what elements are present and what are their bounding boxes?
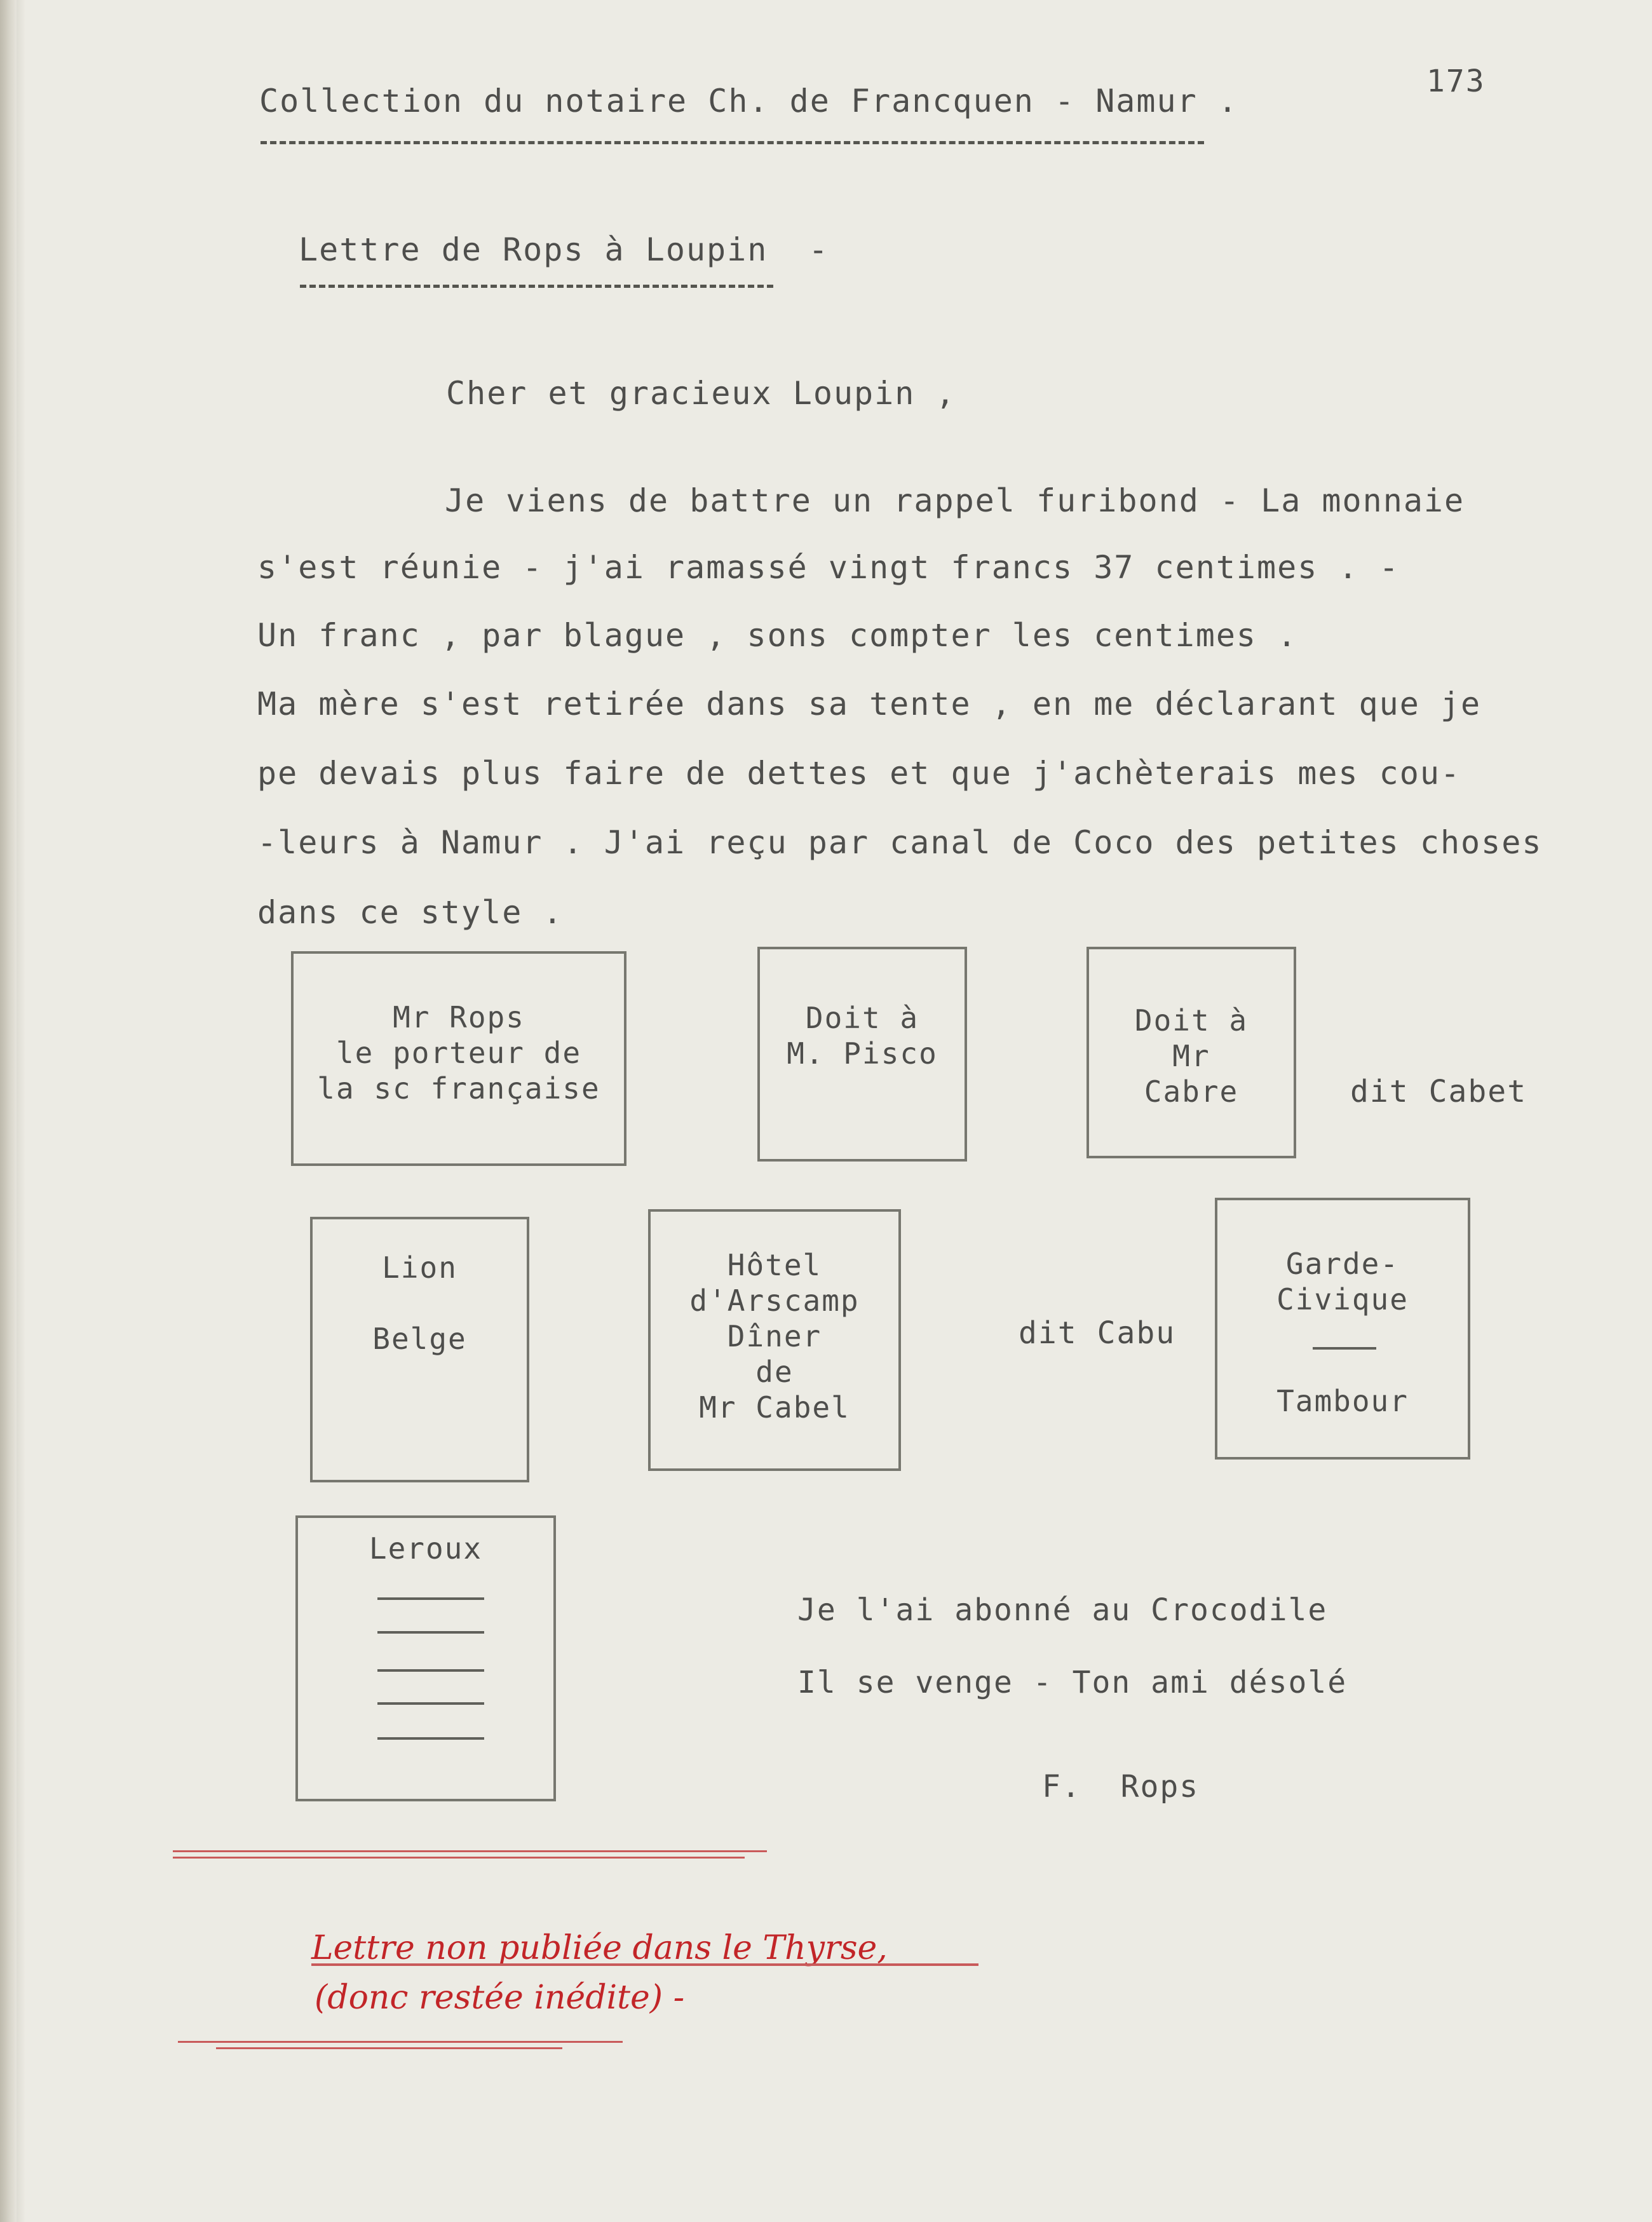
- card-leroux-rule: [377, 1631, 484, 1634]
- card-rops-line: la sc française: [317, 1071, 600, 1106]
- card-leroux-rule: [377, 1702, 484, 1705]
- body-line: Un franc , par blague , sons compter les centimes .: [257, 617, 1298, 654]
- body-line: -leurs à Namur . J'ai reçu par canal de Coco des petites choses: [257, 824, 1543, 861]
- card-cabre: [1087, 947, 1296, 1158]
- card-rops-line: Mr Rops: [393, 1000, 525, 1034]
- collection-header-underline: [261, 141, 1204, 144]
- closing-line: Je l'ai abonné au Crocodile: [797, 1592, 1328, 1628]
- handwritten-note: Lettre non publiée dans le Thyrse,: [311, 1929, 888, 1967]
- body-line: s'est réunie - j'ai ramassé vingt francs 37 centimes . -: [257, 549, 1400, 586]
- card-garde-civique: [1215, 1198, 1470, 1460]
- card-pisco: [757, 947, 967, 1162]
- card-leroux-title: Leroux: [369, 1531, 483, 1566]
- card-leroux-rule: [377, 1737, 484, 1740]
- body-line: pe devais plus faire de dettes et que j'achèterais mes cou-: [257, 755, 1461, 792]
- card-hotel-line: de: [755, 1355, 794, 1389]
- card-cabre-line: Mr: [1172, 1039, 1210, 1073]
- body-line: dans ce style .: [257, 894, 564, 931]
- red-rule-top: [173, 1857, 745, 1859]
- card-cabre-line: Cabre: [1144, 1074, 1239, 1109]
- red-rule-bottom: [216, 2047, 562, 2049]
- red-rule-top: [173, 1850, 767, 1852]
- page-number: 173: [1426, 64, 1486, 99]
- body-line: Ma mère s'est retirée dans sa tente , en me déclarant que je: [257, 686, 1482, 722]
- binding-edge: [0, 0, 17, 2222]
- card-hotel-line: Mr Cabel: [699, 1390, 850, 1425]
- card-hotel-line: Hôtel: [727, 1248, 822, 1282]
- card-pisco-line: Doit à: [805, 1001, 919, 1035]
- card-leroux-rule: [377, 1597, 484, 1600]
- card-garde-line: Garde-: [1285, 1247, 1400, 1281]
- body-line: Je viens de battre un rappel furibond - La monnaie: [445, 482, 1465, 519]
- card-cabre-line: Doit à: [1134, 1003, 1249, 1038]
- letter-title-underline: [300, 285, 773, 288]
- card-hotel-line: Dîner: [727, 1319, 822, 1353]
- card-garde-line: Tambour: [1276, 1384, 1409, 1418]
- card-pisco-line: M. Pisco: [787, 1036, 938, 1071]
- card-lion-line: Lion: [382, 1250, 457, 1285]
- handwritten-underline: [311, 1963, 978, 1966]
- signature: F. Rops: [1042, 1769, 1200, 1805]
- handwritten-note: (donc restée inédite) -: [315, 1979, 685, 2017]
- card-hotel: [648, 1209, 901, 1471]
- card-lion-line: Belge: [372, 1322, 467, 1356]
- card-garde-line: Civique: [1276, 1282, 1409, 1317]
- label-dit-cabu: dit Cabu: [1019, 1315, 1176, 1351]
- red-rule-bottom: [178, 2041, 623, 2043]
- salutation: Cher et gracieux Loupin ,: [446, 375, 956, 412]
- card-garde-rule: [1313, 1347, 1376, 1350]
- letter-title: Lettre de Rops à Loupin -: [299, 231, 829, 268]
- collection-header: Collection du notaire Ch. de Francquen - Namur .: [259, 83, 1238, 119]
- card-rops-line: le porteur de: [335, 1036, 582, 1070]
- card-rops: [291, 951, 626, 1166]
- label-dit-cabet: dit Cabet: [1350, 1074, 1527, 1109]
- card-hotel-line: d'Arscamp: [689, 1284, 860, 1318]
- binding-shadow: [17, 0, 25, 2222]
- card-lion-belge: [310, 1217, 529, 1482]
- card-leroux-rule: [377, 1669, 484, 1672]
- closing-line: Il se venge - Ton ami désolé: [797, 1665, 1348, 1700]
- card-leroux: [295, 1515, 556, 1801]
